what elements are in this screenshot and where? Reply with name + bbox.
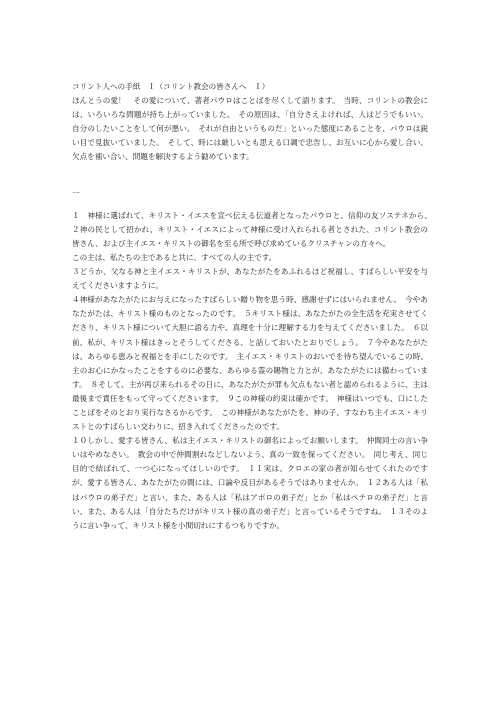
chapter-number: 一 bbox=[72, 188, 80, 198]
verse-paragraph: この主は、私たちの主であると共に、すべての人の主です。 bbox=[72, 252, 277, 262]
verse-paragraph: ３どうか、父なる神と主イエス・キリストが、あなたがたをあふれるほど祝福し、すばらしい平安を与えてくださいますように。 bbox=[72, 267, 428, 291]
verse-paragraph: １０しかし、愛する皆さん、私は主イエス・キリストの御名によってお願いします。 仲間同士の言い争いはやめなさい。 教会の中で仲間割れなどしないよう、真の一致を保ってください。 同じ考え、同じ目的で結ばれて、一つ心になってほしいのです。 １１実は、クロエの家の者が知らせてくれたのですが、愛する皆さん、あなたがたの間には、口論や反目があるそうではありませんか。 １２ある人は「私はパウロの弟子だ」と言い、また、ある人は「私はアポロの弟子だ」とか「私はペテロの弟子だ」と言い、また、ある人は「自分たちだけがキリスト様の真の弟子だ」と言っているそうですね。 １３そのように言い争って、キリスト様を小間切れにするつもりですか。 bbox=[72, 436, 428, 530]
document-page bbox=[72, 80, 436, 533]
verse-paragraph: ４神様があなたがたにお与えになったすばらしい贈り物を思う時、感謝せずにはいられません。 今やあなたがたは、キリスト様のものとなったのです。 ５キリスト様は、あなたがたの全生活を充実させてくださり、キリスト様について大胆に語る力や、真理を十分に理解する力を与えてくださいました。 ６以前、私が、キリスト様はきっとそうしてくださる、と話しておいたとおりでしょう。 ７今やあなたがたは、あらゆる恵みと祝福とを手にしたのです。 主イエス・キリストのおいでを待ち望んでいるこの時、主のお心にかなったことをするのに必要な、あらゆる霊の賜物と力とが、あなたがたには備わっています。 ８そして、主が再び来られるその日に、あなたがたが罪も欠点もない者と認められるように、主は最後まで責任をもって守ってくださいます。 ９この神様の約束は確かです。 神様はいつでも、口にしたことばをそのとおり実行なさるからです。 この神様があなたがたを、神の子、すなわち主イエス・キリストとのすばらしい交わりに、招き入れてくださったのです。 bbox=[72, 295, 428, 432]
verse-paragraph: １ 神様に選ばれて、キリスト・イエスを宣べ伝える伝道者となったパウロと、信仰の友ソステネから、 ２神の民として招かれ、キリスト・イエスによって神様に受け入れられる者とされた、コリント教会の皆さん、および主イエス・キリストの御名を至る所で呼び求めているクリスチャンの方々へ。 bbox=[72, 210, 436, 248]
document-title: コリント人への手紙 Ｉ（コリント教会の皆さんへ Ｉ） bbox=[72, 82, 270, 91]
introduction-paragraph: ほんとうの愛！ その愛について、著者パウロはことばを尽くして語ります。 当時、コリントの教会には、いろいろな問題が持ち上がっていました。 その原因は、「自分さえよければ、人はどうでもいい。自分のしたいことをして何が悪い。 それが自由というものだ」といった態度にあることを、パウロは鋭い目で見抜いていました。 そして、時には厳しいとも思える口調で忠告し、お互いに心から愛し合い、欠点を補い合い、問題を解決するよう勧めています。 bbox=[72, 96, 428, 162]
